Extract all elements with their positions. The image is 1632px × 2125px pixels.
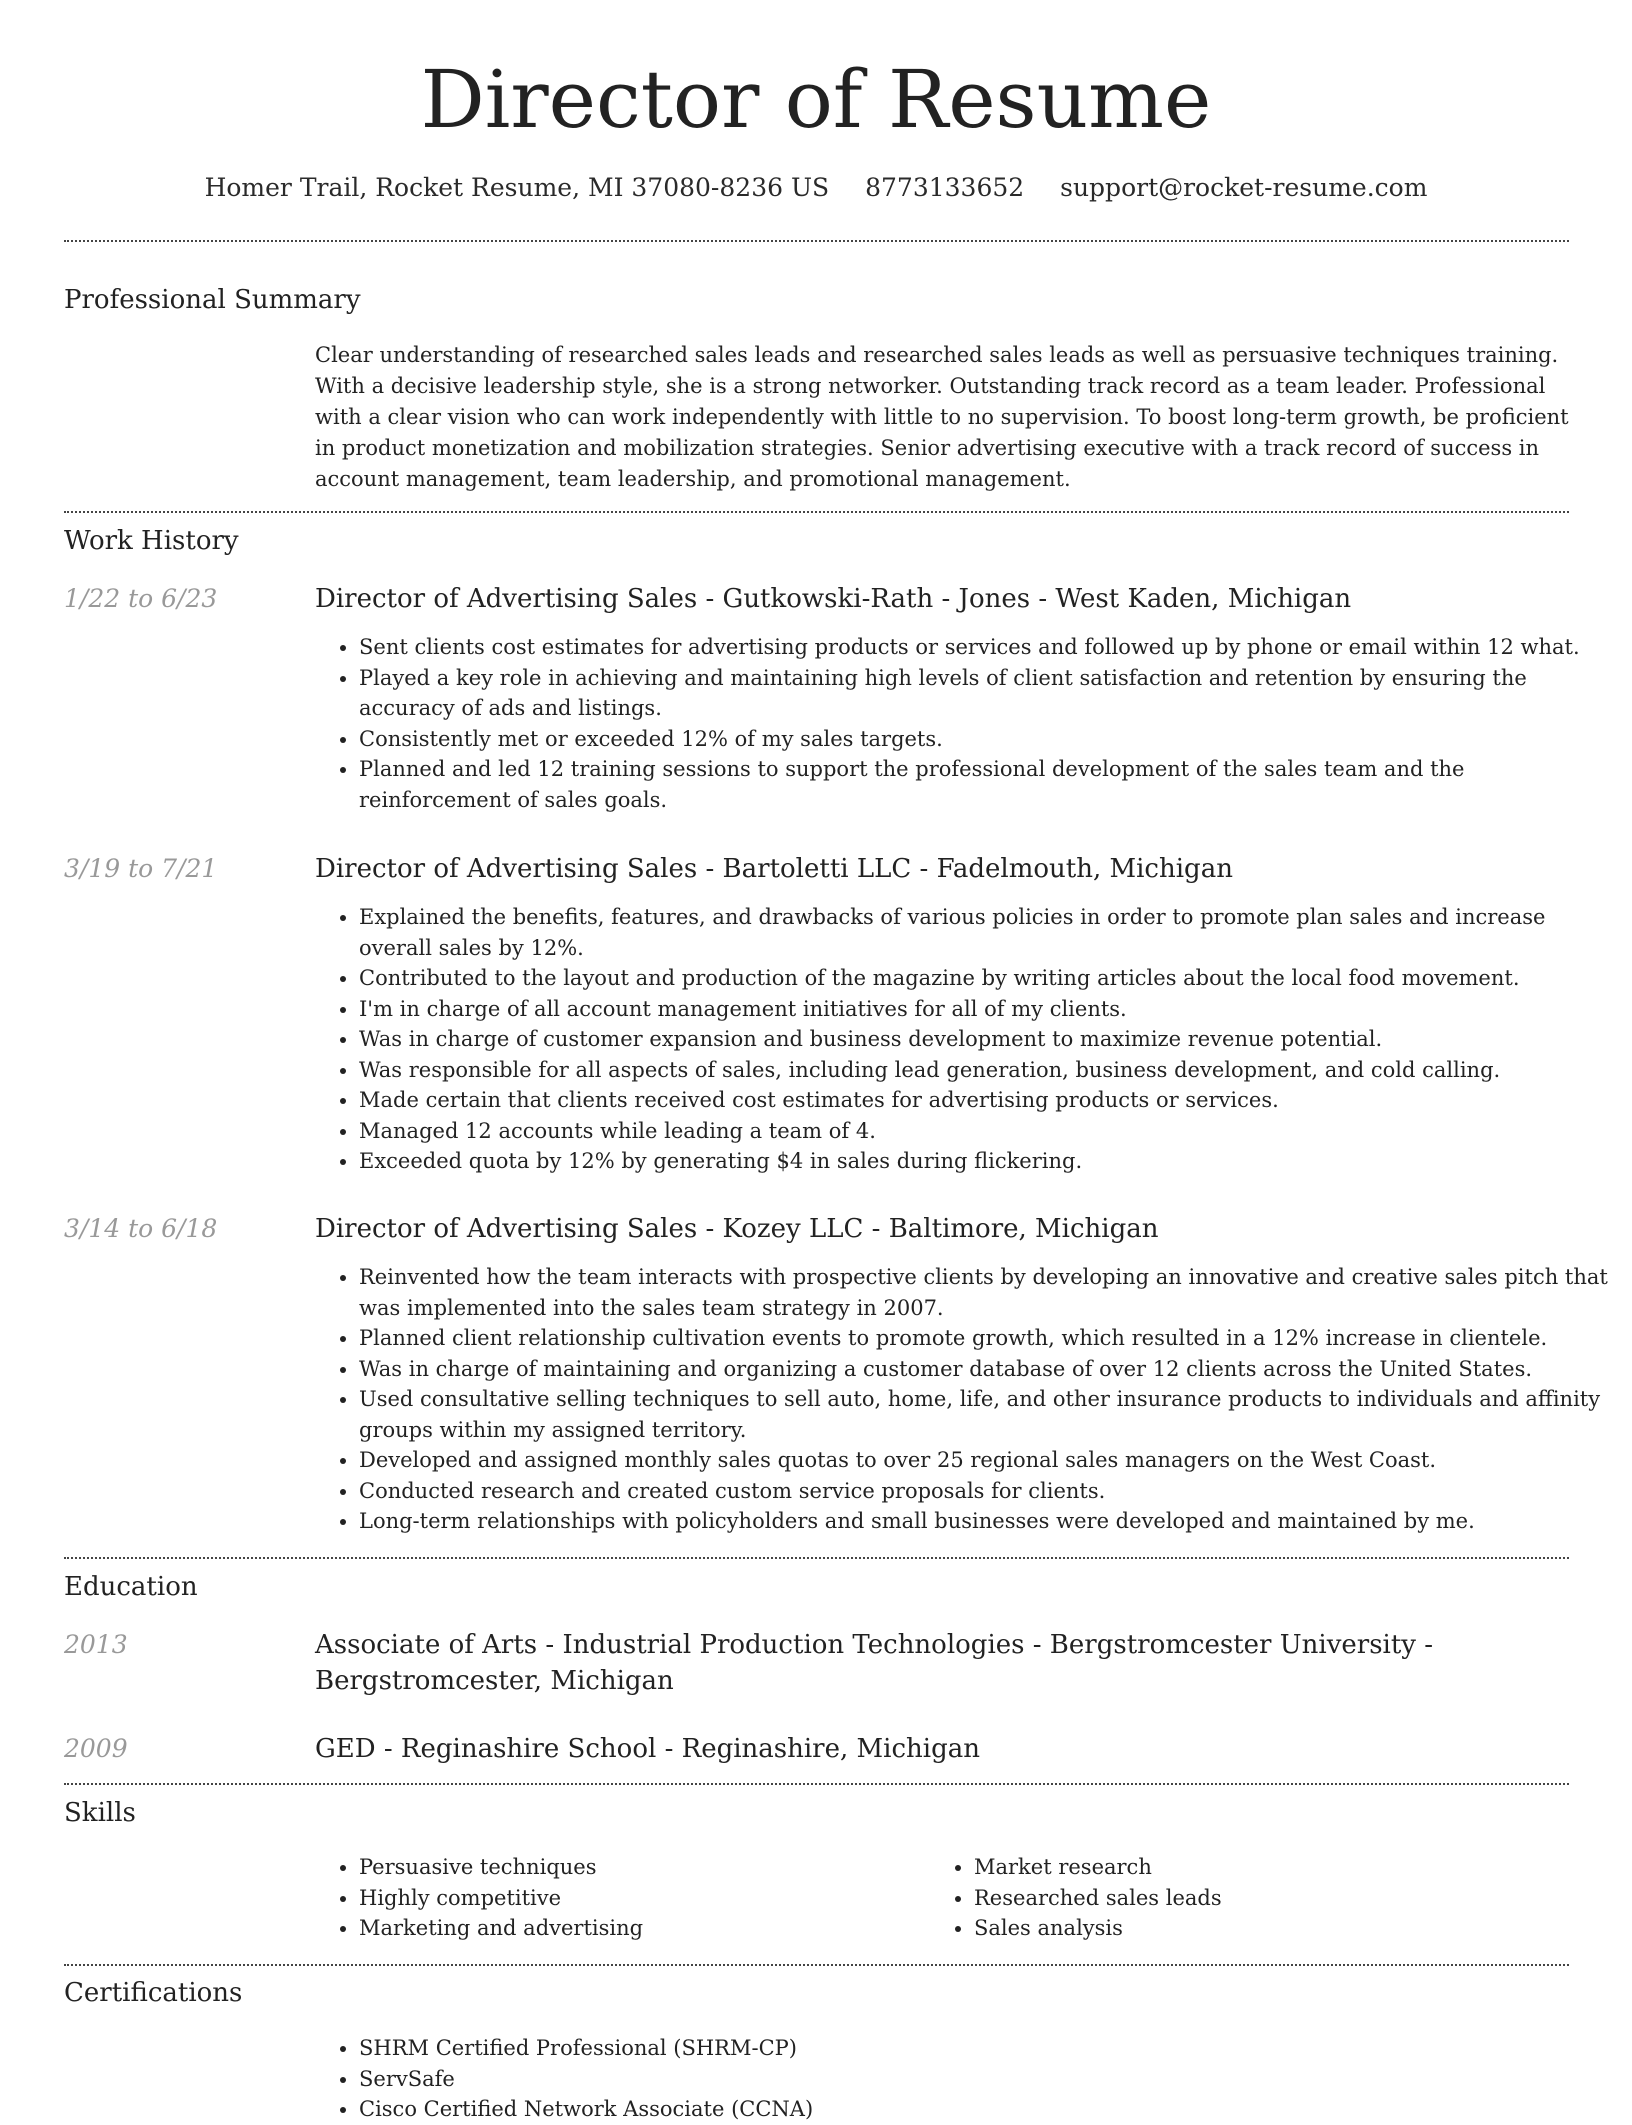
list-item: • Cisco Certified Network Associate (CCNA) bbox=[359, 2094, 1613, 2125]
list-item: • Reinvented how the team interacts with prospective clients by developing an innovative and creative sales pitch that was implemented into the sales team strategy in 2007. bbox=[359, 1262, 1613, 1323]
skills-heading: Skills bbox=[64, 1798, 136, 1828]
education-heading: Education bbox=[64, 1572, 198, 1602]
list-item: • Was responsible for all aspects of sales, including lead generation, business development, and cold calling. bbox=[359, 1055, 1613, 1086]
list-item: • SHRM Certified Professional (SHRM-CP) bbox=[359, 2033, 1613, 2064]
list-item: • Sent clients cost estimates for advertising products or services and followed up by phone or email within 12 what. bbox=[359, 632, 1613, 663]
list-item: • Explained the benefits, features, and drawbacks of various policies in order to promote plan sales and increase overall sales by 12%. bbox=[359, 902, 1613, 963]
job-title: Director of Advertising Sales - Kozey LLC - Baltimore, Michigan bbox=[315, 1214, 1159, 1244]
divider bbox=[64, 1964, 1569, 1966]
list-item: • Used consultative selling techniques to sell auto, home, life, and other insurance products to individuals and affinity groups within my assigned territory. bbox=[359, 1384, 1613, 1445]
address: Homer Trail, Rocket Resume, MI 37080-8236 US bbox=[204, 173, 830, 202]
list-item: • Conducted research and created custom service proposals for clients. bbox=[359, 1476, 1613, 1507]
job-bullets bbox=[315, 902, 1613, 1177]
list-item: • Played a key role in achieving and maintaining high levels of client satisfaction and retention by ensuring the accuracy of ads and listings. bbox=[359, 663, 1613, 724]
skills-list-right bbox=[930, 1852, 1574, 1944]
certifications-list bbox=[315, 2033, 1613, 2125]
work-history-heading: Work History bbox=[64, 526, 239, 556]
job-bullets bbox=[315, 1262, 1613, 1537]
list-item: • Was in charge of customer expansion and business development to maximize revenue potential. bbox=[359, 1024, 1613, 1055]
education-title: Associate of Arts - Industrial Production Technologies - Bergstromcester University - Bergstromcester, Michigan bbox=[315, 1630, 1434, 1696]
list-item: • Consistently met or exceeded 12% of my sales targets. bbox=[359, 724, 1613, 755]
list-item: • Exceeded quota by 12% by generating $4 in sales during flickering. bbox=[359, 1146, 1613, 1177]
resume-name: Director of Resume bbox=[420, 53, 1212, 146]
list-item: • Contributed to the layout and production of the magazine by writing articles about the local food movement. bbox=[359, 963, 1613, 994]
list-item: • Managed 12 accounts while leading a team of 4. bbox=[359, 1116, 1613, 1147]
list-item: • Marketing and advertising bbox=[359, 1913, 959, 1944]
contact-line bbox=[0, 170, 1632, 206]
list-item: • Market research bbox=[974, 1852, 1574, 1883]
list-item: • I'm in charge of all account management initiatives for all of my clients. bbox=[359, 994, 1613, 1025]
list-item: • Persuasive techniques bbox=[359, 1852, 959, 1883]
list-item: • ServSafe bbox=[359, 2064, 1613, 2095]
list-item: • Planned and led 12 training sessions to support the professional development of the sales team and the reinforcement of sales goals. bbox=[359, 754, 1613, 815]
list-item: • Was in charge of maintaining and organizing a customer database of over 12 clients across the United States. bbox=[359, 1354, 1613, 1385]
email: support@rocket-resume.com bbox=[1060, 173, 1428, 202]
education-title: GED - Reginashire School - Reginashire, Michigan bbox=[315, 1734, 980, 1764]
list-item: • Developed and assigned monthly sales quotas to over 25 regional sales managers on the West Coast. bbox=[359, 1445, 1613, 1476]
divider bbox=[64, 240, 1569, 242]
job-title: Director of Advertising Sales - Bartoletti LLC - Fadelmouth, Michigan bbox=[315, 854, 1233, 884]
list-item: • Researched sales leads bbox=[974, 1883, 1574, 1914]
summary-text: Clear understanding of researched sales leads and researched sales leads as well as persuasive techniques training. With a decisive leadership style, she is a strong networker. Outstanding track record as a team leader. Professional with a clear vision who can work independently with little to no supervision. To boost long-term growth, be proficient in product monetization and mobilization strategies. Senior advertising executive with a track record of success in account management, team leadership, and promotional management. bbox=[315, 343, 1569, 491]
divider bbox=[64, 1783, 1569, 1785]
phone: 8773133652 bbox=[865, 173, 1025, 202]
education-date: 2009 bbox=[64, 1734, 128, 1763]
job-bullets bbox=[315, 632, 1613, 815]
job-date: 3/14 to 6/18 bbox=[64, 1214, 218, 1243]
education-date: 2013 bbox=[64, 1630, 128, 1659]
job-date: 1/22 to 6/23 bbox=[64, 584, 218, 613]
job-title: Director of Advertising Sales - Gutkowski-Rath - Jones - West Kaden, Michigan bbox=[315, 584, 1352, 614]
divider bbox=[64, 1557, 1569, 1559]
job-date: 3/19 to 7/21 bbox=[64, 854, 218, 883]
list-item: • Planned client relationship cultivation events to promote growth, which resulted in a 12% increase in clientele. bbox=[359, 1323, 1613, 1354]
certifications-heading: Certifications bbox=[64, 1978, 243, 2008]
list-item: • Made certain that clients received cost estimates for advertising products or services. bbox=[359, 1085, 1613, 1116]
divider bbox=[64, 511, 1569, 513]
summary-heading: Professional Summary bbox=[64, 285, 361, 315]
skills-list-left bbox=[315, 1852, 959, 1944]
list-item: • Long-term relationships with policyholders and small businesses were developed and maintained by me. bbox=[359, 1506, 1613, 1537]
list-item: • Sales analysis bbox=[974, 1913, 1574, 1944]
list-item: • Highly competitive bbox=[359, 1883, 959, 1914]
